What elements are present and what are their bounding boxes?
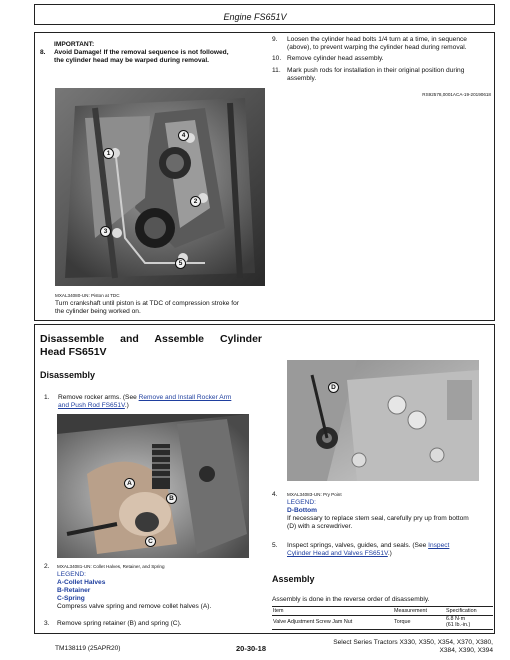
section-title-line-1: Disassemble and Assemble Cylinder	[40, 333, 262, 345]
table-cell-spec-metric: 6.8 N·m	[446, 616, 466, 622]
legend-4-label: LEGEND:	[287, 499, 316, 506]
step-1-prefix: Remove rocker arms. (See	[58, 394, 139, 401]
step-1-text	[58, 394, 268, 402]
step-2-text: Compress valve spring and remove collet halves (A).	[57, 603, 212, 610]
step-8-line-1: Avoid Damage! If the removal sequence is not followed,	[54, 49, 229, 56]
step-2-number: 2.	[44, 563, 50, 570]
page-title: Engine FS651V	[223, 12, 287, 22]
step-9-number: 9.	[272, 36, 278, 43]
legend-c: C-Spring	[57, 595, 85, 602]
step-1-number: 1.	[44, 394, 50, 401]
inspect-cylinder-head-link[interactable]: Cylinder Head and Valves FS651V	[287, 550, 388, 557]
legend-b: B-Retainer	[57, 587, 91, 594]
step-11-line-2: assembly.	[287, 75, 317, 82]
figure-1-caption: MXAL34080-UN: Piston at TDC	[55, 293, 120, 298]
callout-4: 4	[178, 130, 189, 141]
table-cell-item: Valve Adjustment Screw Jam Nut	[273, 619, 353, 625]
step-3-text: Remove spring retainer (B) and spring (C).	[57, 620, 182, 627]
rocker-arm-link[interactable]: Remove and Install Rocker Arm	[138, 394, 232, 401]
tdc-note-line-1: Turn crankshaft until piston is at TDC of compression stroke for	[55, 300, 239, 307]
stem-seal-pry-photo	[287, 360, 479, 481]
callout-c: C	[145, 536, 156, 547]
step-5-number: 5.	[272, 542, 278, 549]
step-4-number: 4.	[272, 491, 278, 498]
step-4-line-2: (D) with a screwdriver.	[287, 523, 353, 530]
step-10-text: Remove cylinder head assembly.	[287, 55, 384, 62]
legend-d: D-Bottom	[287, 507, 318, 514]
callout-3: 3	[100, 226, 111, 237]
legend-a: A-Collet Halves	[57, 579, 106, 586]
inspect-link[interactable]: Inspect	[428, 542, 450, 549]
step-8-number: 8.	[40, 49, 46, 56]
table-bottom-rule	[272, 629, 493, 630]
section-title-line-2: Head FS651V	[40, 346, 107, 358]
callout-d: D	[328, 382, 339, 393]
step-4-line-1: If necessary to replace stem seal, carefully pry up from bottom	[287, 515, 469, 522]
footer-series-line-1: Select Series Tractors X330, X350, X354, X370, X380,	[333, 639, 493, 646]
footer-series-line-2: X384, X390, X394	[439, 647, 493, 654]
step-3-number: 3.	[44, 620, 50, 627]
figure-4-caption: MXAL34083-UN: Pry Point	[287, 492, 342, 497]
tdc-note-line-2: the cylinder being worked on.	[55, 308, 141, 315]
callout-2: 2	[190, 196, 201, 207]
step-5-suffix: .)	[387, 550, 392, 557]
assembly-text: Assembly is done in the reverse order of disassembly.	[272, 596, 430, 603]
callout-1: 1	[103, 148, 114, 159]
footer-doc-id: TM138119 (25APR20)	[55, 645, 121, 652]
step-8-line-2: the cylinder head may be warped during removal.	[54, 57, 209, 64]
step-9-line-2: (above), to prevent warping the cylinder head during removal.	[287, 44, 467, 51]
table-header-specification: Specification	[446, 608, 477, 614]
step-11-number: 11.	[272, 67, 281, 74]
table-cell-measurement: Torque	[394, 619, 411, 625]
callout-b: B	[166, 493, 177, 504]
step-1-text-line-2	[58, 402, 129, 410]
step-9-line-1: Loosen the cylinder head bolts 1/4 turn at a time, in sequence	[287, 36, 467, 43]
callout-5: 5	[175, 258, 186, 269]
assembly-heading: Assembly	[272, 574, 315, 584]
step-1-suffix: .)	[124, 402, 129, 409]
figure-2-caption: MXAL34081-UN: Collet Halves, Retainer, and Spring	[57, 564, 165, 569]
important-label: IMPORTANT:	[54, 41, 95, 48]
push-rod-link[interactable]: and Push Rod FS651V	[58, 402, 125, 409]
step-11-line-1: Mark push rods for installation in their original position during	[287, 67, 465, 74]
table-header-measurement: Measurement	[394, 608, 427, 614]
step-10-number: 10.	[272, 55, 282, 62]
table-cell-spec-imperial: (61 lb.-in.)	[446, 622, 471, 628]
callout-a: A	[124, 478, 135, 489]
footer-page-number: 20-30-18	[236, 644, 267, 653]
reference-code: RS92578,0001ACA-19-20190618	[422, 92, 491, 97]
legend-label: LEGEND:	[57, 571, 86, 578]
table-header-item: Item	[273, 608, 284, 614]
table-top-rule	[272, 606, 493, 607]
step-5-line-2	[287, 550, 392, 558]
cylinder-head-bolt-sequence-photo	[55, 88, 265, 286]
step-5-line-1	[287, 542, 493, 550]
disassembly-heading: Disassembly	[40, 370, 96, 380]
step-5-prefix: Inspect springs, valves, guides, and seals. (See	[287, 542, 429, 549]
